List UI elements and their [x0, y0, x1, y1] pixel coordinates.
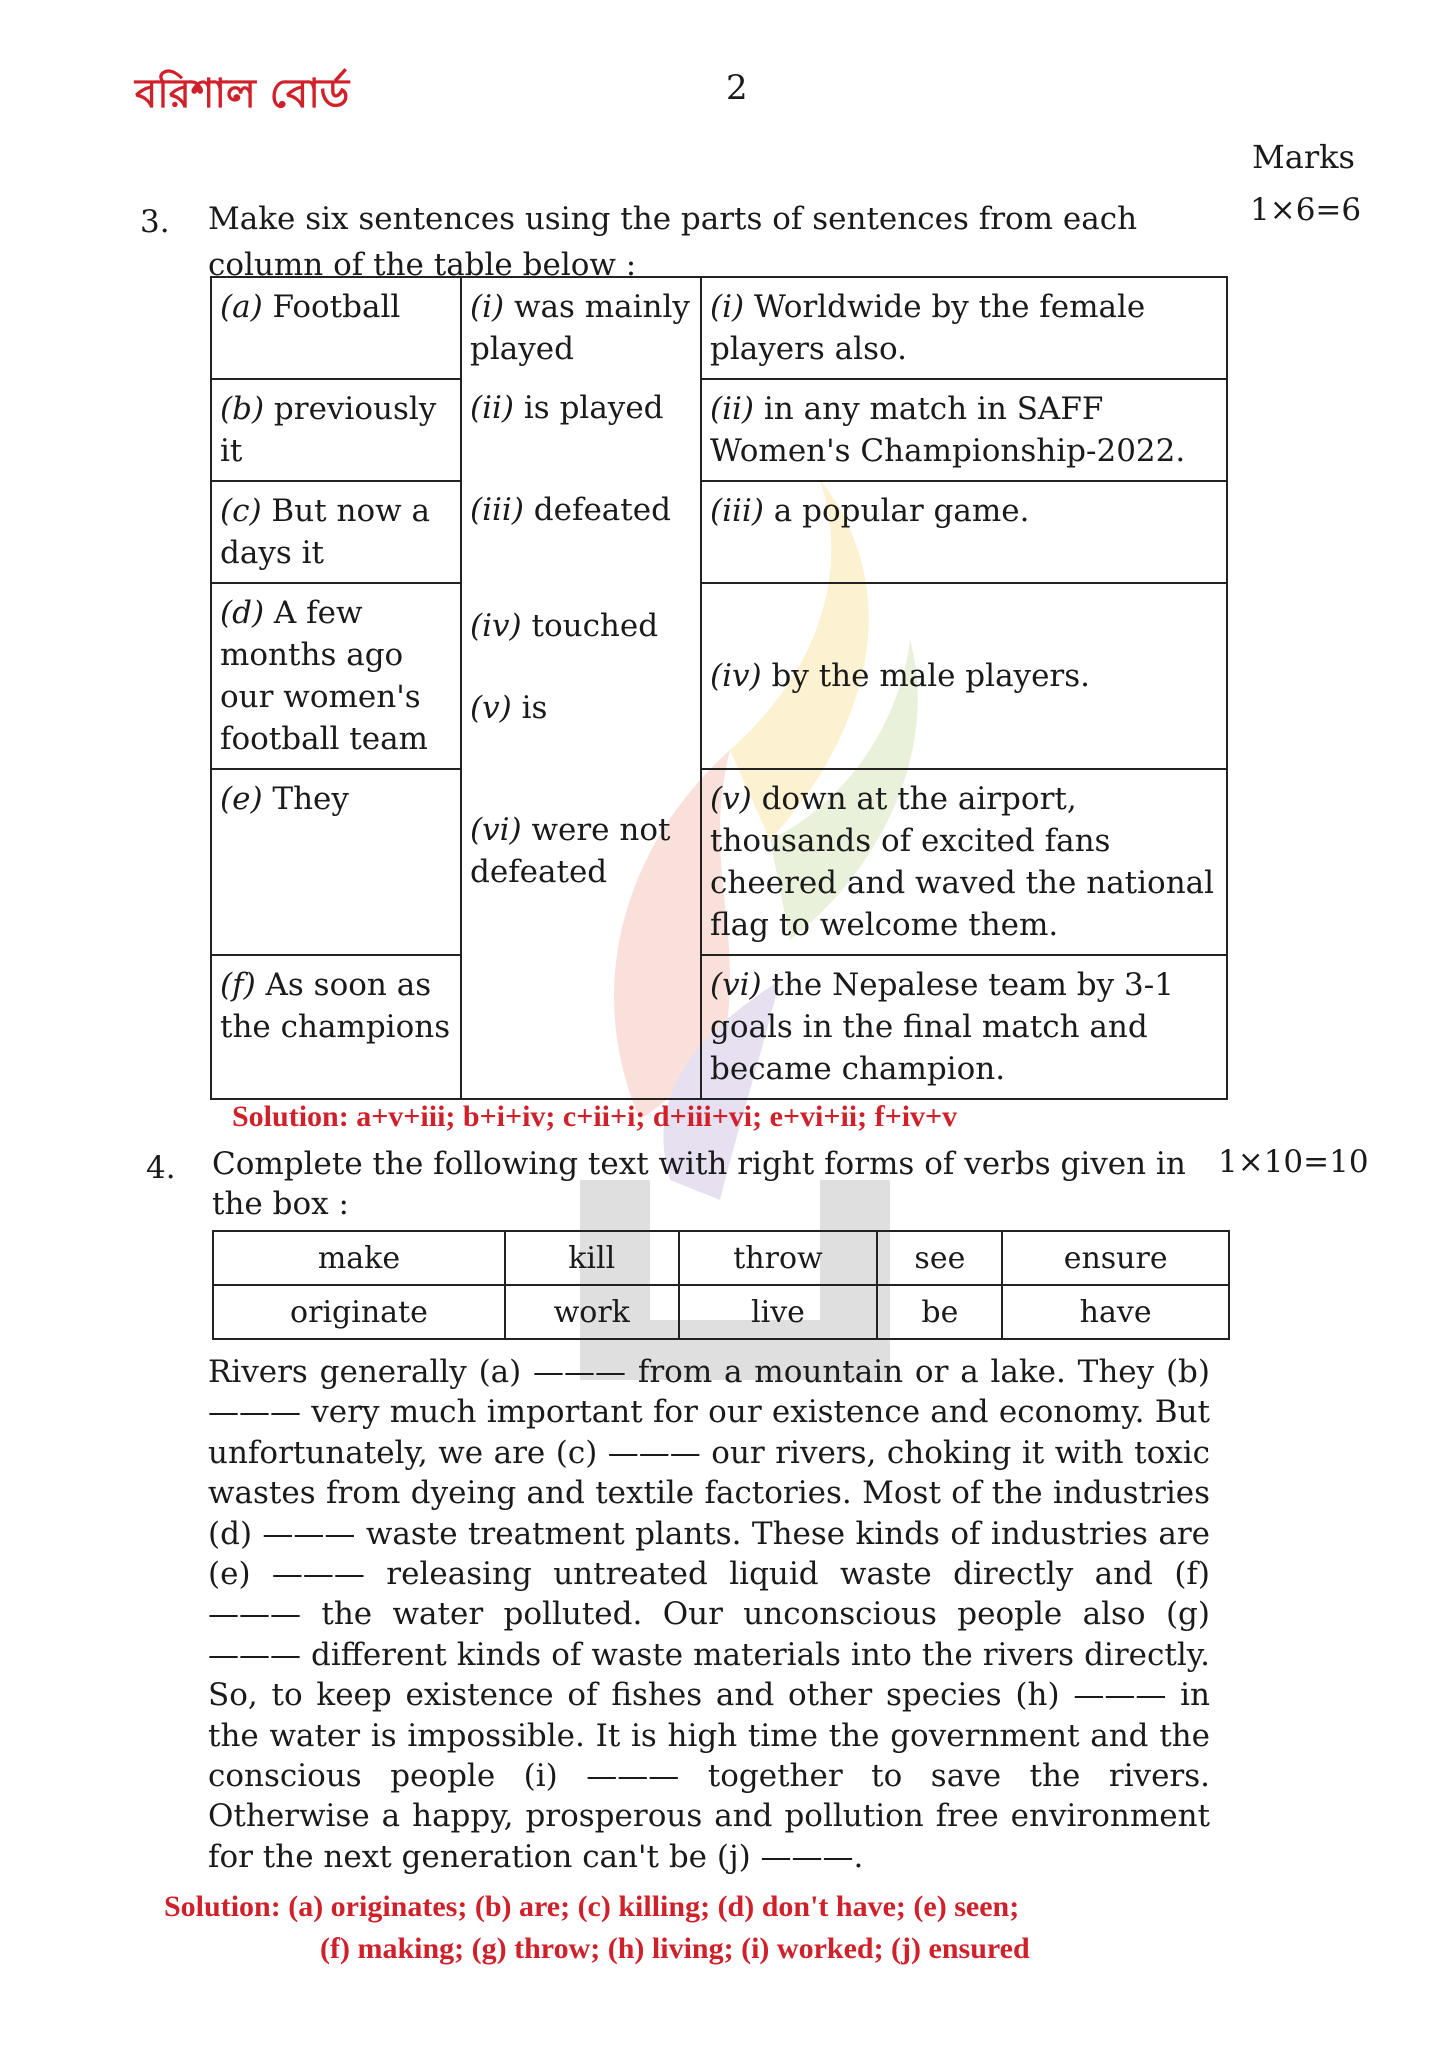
col3-cell-vi: (vi) the Nepalese team by 3-1 goals in the final match and became champion. — [701, 955, 1227, 1099]
col3-cell-iii: (iii) a popular game. — [701, 481, 1227, 583]
question-4-text: Complete the following text with right forms of verbs given in the box : — [212, 1146, 1186, 1222]
verb-cell: work — [505, 1285, 679, 1339]
board-name: বরিশাল বোর্ড — [135, 71, 350, 117]
col2-cell-vi: (vi) were not defeated — [461, 769, 701, 955]
marks-heading: Marks — [1252, 138, 1355, 176]
verb-cell: ensure — [1002, 1231, 1229, 1285]
verb-cell: have — [1002, 1285, 1229, 1339]
col3-cell-ii: (ii) in any match in SAFF Women's Championship-2022. — [701, 379, 1227, 481]
col1-cell-f: (f) As soon as the champions — [211, 955, 461, 1099]
col1-cell-c: (c) But now a days it — [211, 481, 461, 583]
verb-cell: kill — [505, 1231, 679, 1285]
question-4-number: 4. — [146, 1150, 176, 1186]
col1-cell-d: (d) A few months ago our women's football team — [211, 583, 461, 769]
question-4-marks: 1×10=10 — [1218, 1144, 1369, 1180]
question-4-solution-line-1: Solution: (a) originates; (b) are; (c) killing; (d) don't have; (e) seen; — [164, 1890, 1020, 1923]
question-3-text: Make six sentences using the parts of sentences from each column of the table below : — [208, 201, 1138, 283]
page-number: 2 — [726, 68, 748, 108]
col2-cell-empty — [461, 955, 701, 1099]
col1-cell-e: (e) They — [211, 769, 461, 955]
verb-cell: see — [877, 1231, 1002, 1285]
col2-cell-i: (i) was mainly played — [461, 277, 701, 379]
col3-cell-iv: (iv) by the male players. — [701, 583, 1227, 769]
col1-cell-b: (b) previously it — [211, 379, 461, 481]
question-3-solution: Solution: a+v+iii; b+i+iv; c+ii+i; d+iii+vi; e+vi+ii; f+iv+v — [232, 1100, 958, 1133]
col2-cell-iii: (iii) defeated — [461, 481, 701, 583]
verb-cell: live — [679, 1285, 878, 1339]
question-3-number: 3. — [140, 204, 170, 240]
col2-cell-iv-v: (iv) touched (v) is — [461, 583, 701, 769]
verb-cell: make — [213, 1231, 505, 1285]
question-3-marks: 1×6=6 — [1250, 192, 1362, 228]
verb-box-table — [212, 1230, 1230, 1340]
question-4-solution-line-2: (f) making; (g) throw; (h) living; (i) worked; (j) ensured — [320, 1932, 1030, 1965]
col3-cell-v: (v) down at the airport, thousands of excited fans cheered and waved the national flag to welcome them. — [701, 769, 1227, 955]
question-4-passage: Rivers generally (a) ——— from a mountain or a lake. They (b) ——— very much important for our existence and economy. But unfortunately, we are (c) ——— our rivers, choking it with toxic wastes from dyeing and textile factories. Most of the industries (d) ——— waste treatment plants. These kinds of industries are (e) ——— releasing untreated liquid waste directly and (f) ——— the water polluted. Our unconscious people also (g) ——— different kinds of waste materials into the rivers directly. So, to keep existence of fishes and other species (h) ——— in the water is impossible. It is high time the government and the conscious people (i) ——— together to save the rivers. Otherwise a happy, prosperous and pollution free environment for the next generation can't be (j) ———. — [208, 1354, 1210, 1875]
verb-cell: originate — [213, 1285, 505, 1339]
col2-cell-ii: (ii) is played — [461, 379, 701, 481]
col1-cell-a: (a) Football — [211, 277, 461, 379]
verb-cell: be — [877, 1285, 1002, 1339]
question-3-table — [210, 276, 1228, 1100]
col3-cell-i: (i) Worldwide by the female players also. — [701, 277, 1227, 379]
verb-cell: throw — [679, 1231, 878, 1285]
